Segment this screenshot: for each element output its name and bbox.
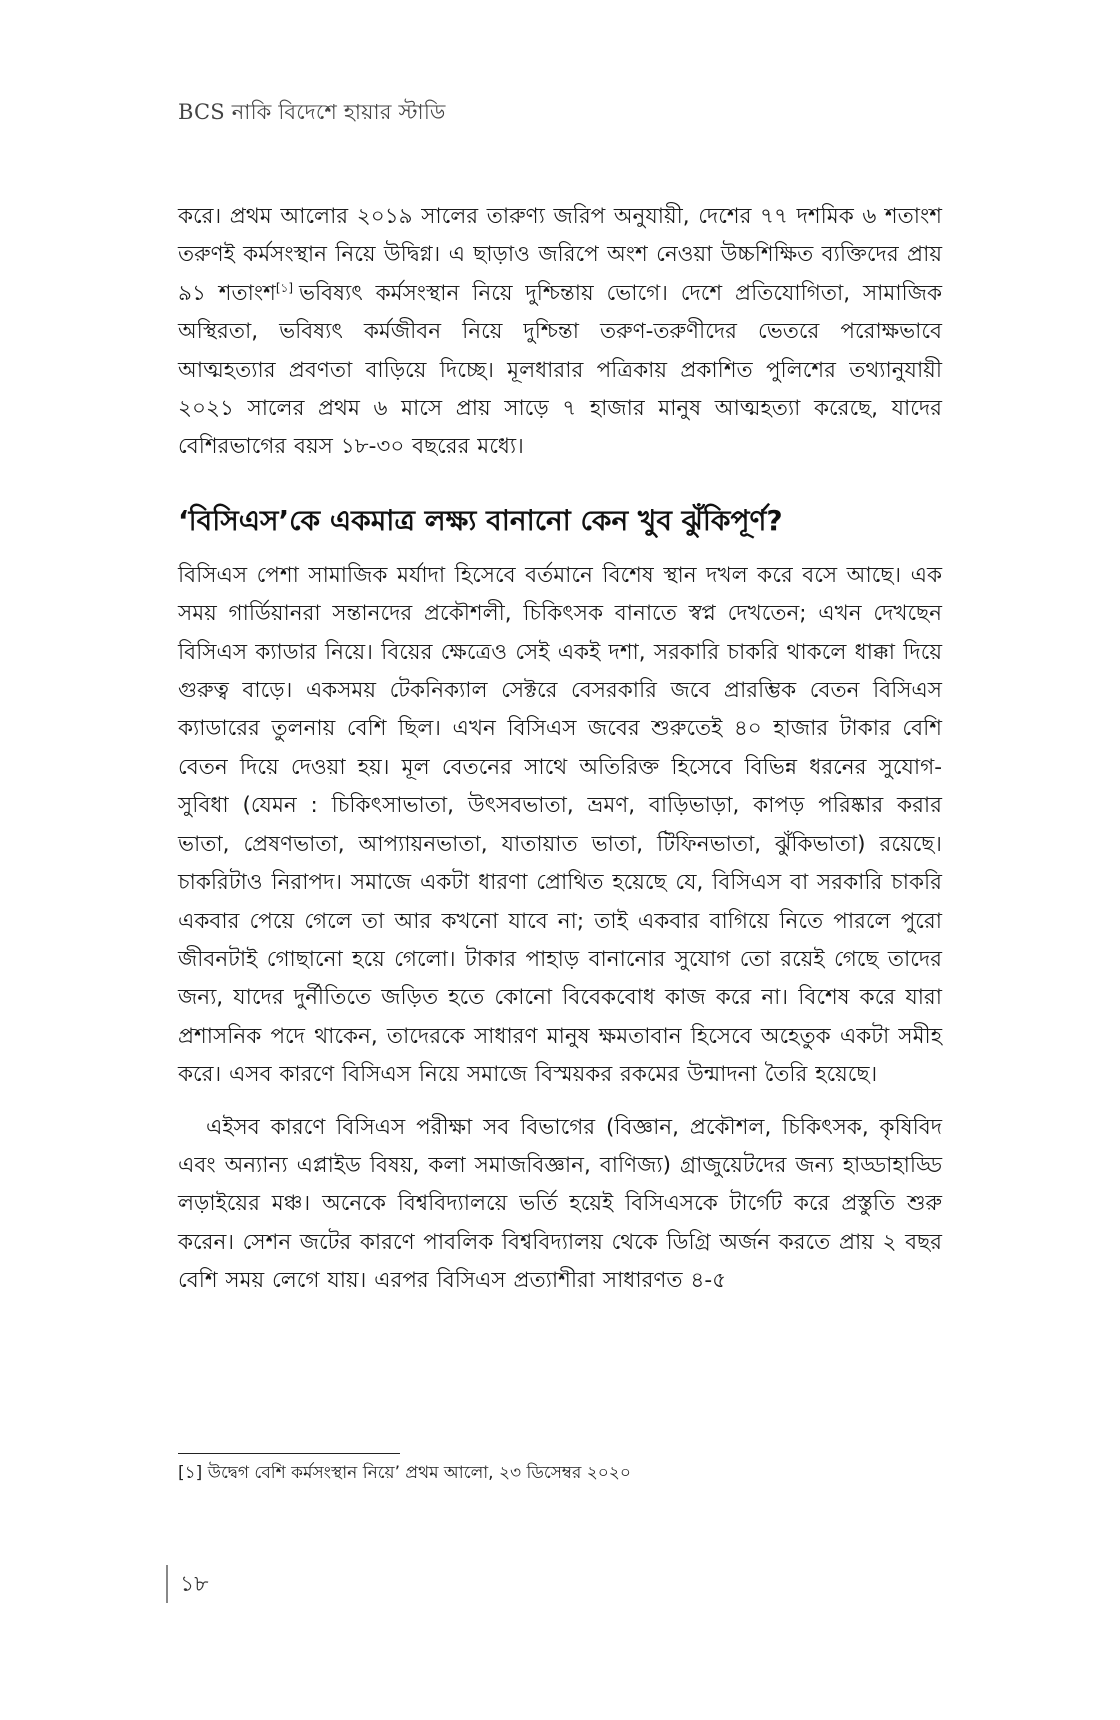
running-head: BCS নাকি বিদেশে হায়ার স্টাডি <box>178 100 446 124</box>
paragraph-2: বিসিএস পেশা সামাজিক মর্যাদা হিসেবে বর্তমানে বিশেষ স্থান দখল করে বসে আছে। এক সময় গার্ডিয়ানরা সন্তানদের প্রকৌশলী, চিকিৎসক বানাতে স্বপ্ন দেখতেন; এখন দেখছেন বিসিএস ক্যাডার নিয়ে। বিয়ের ক্ষেত্রেও সেই একই দশা, সরকারি চাকরি থাকলে ধাক্কা দিয়ে গুরুত্ব বাড়ে। একসময় টেকনিক্যাল সেক্টরে বেসরকারি জবে প্রারম্ভিক বেতন বিসিএস ক্যাডারের তুলনায় বেশি ছিল। এখন বিসিএস জবের শুরুতেই ৪০ হাজার টাকার বেশি বেতন দিয়ে দেওয়া হয়। মূল বেতনের সাথে অতিরিক্ত হিসেবে বিভিন্ন ধরনের সুযোগ-সুবিধা (যেমন : চিকিৎসাভাতা, উৎসবভাতা, ভ্রমণ, বাড়িভাড়া, কাপড় পরিষ্কার করার ভাতা, প্রেষণভাতা, আপ্যায়নভাতা, যাতায়াত ভাতা, টিফিনভাতা, ঝুঁকিভাতা) রয়েছে। চাকরিটাও নিরাপদ। সমাজে একটা ধারণা প্রোথিত হয়েছে যে, বিসিএস বা সরকারি চাকরি একবার পেয়ে গেলে তা আর কখনো যাবে না; তাই একবার বাগিয়ে নিতে পারলে পুরো জীবনটাই গোছানো হয়ে গেলো। টাকার পাহাড় বানানোর সুযোগ তো রয়েই গেছে তাদের জন্য, যাদের দুর্নীতিতে জড়িত হতে কোনো বিবেকবোধ কাজ করে না। বিশেষ করে যারা প্রশাসনিক পদে থাকেন, তাদেরকে সাধারণ মানুষ ক্ষমতাবান হিসেবে অহেতুক একটা সমীহ করে। এসব কারণে বিসিএস নিয়ে সমাজে বিস্ময়কর রকমের উন্মাদনা তৈরি হয়েছে। <box>178 562 942 1088</box>
page-number-bar <box>166 1565 168 1603</box>
page-number: ১৮ <box>180 1572 209 1597</box>
paragraph-1-text-a: করে। প্রথম আলোর ২০১৯ সালের তারুণ্য জরিপ অনুযায়ী, দেশের ৭৭ দশমিক ৬ শতাংশ তরুণই কর্মসংস্থান নিয়ে উদ্বিগ্ন। এ ছাড়াও জরিপে অংশ নেওয়া উচ্চশিক্ষিত ব্যক্তিদের প্রায় ৯১ শতাংশ <box>178 204 942 306</box>
paragraph-1 <box>178 198 942 467</box>
page-body <box>178 198 942 1301</box>
section-heading: ‘বিসিএস’কে একমাত্র লক্ষ্য বানানো কেন খুব ঝুঁকিপূর্ণ? <box>178 503 783 537</box>
footnote-marker: [১] <box>275 280 294 295</box>
footnote: [১] উদ্বেগ বেশি কর্মসংস্থান নিয়ে’ প্রথম আলো, ২৩ ডিসেম্বর ২০২০ <box>178 1463 631 1483</box>
paragraph-3: এইসব কারণে বিসিএস পরীক্ষা সব বিভাগের (বিজ্ঞান, প্রকৌশল, চিকিৎসক, কৃষিবিদ এবং অন্যান্য এপ্লাইড বিষয়, কলা সমাজবিজ্ঞান, বাণিজ্য) গ্রাজুয়েটদের জন্য হাড্ডাহাড্ডি লড়াইয়ের মঞ্চ। অনেকে বিশ্ববিদ্যালয়ে ভর্তি হয়েই বিসিএসকে টার্গেট করে প্রস্তুতি শুরু করেন। সেশন জটের কারণে পাবলিক বিশ্ববিদ্যালয় থেকে ডিগ্রি অর্জন করতে প্রায় ২ বছর বেশি সময় লেগে যায়। এরপর বিসিএস প্রত্যাশীরা সাধারণত ৪-৫ <box>178 1114 942 1294</box>
paragraph-1-text-b: ভবিষ্যৎ কর্মসংস্থান নিয়ে দুশ্চিন্তায় ভোগে। দেশে প্রতিযোগিতা, সামাজিক অস্থিরতা, ভবিষ্যৎ কর্মজীবন নিয়ে দুশ্চিন্তা তরুণ-তরুণীদের ভেতরে পরোক্ষভাবে আত্মহত্যার প্রবণতা বাড়িয়ে দিচ্ছে। মূলধারার পত্রিকায় প্রকাশিত পুলিশের তথ্যানুযায়ী ২০২১ সালের প্রথম ৬ মাসে প্রায় সাড়ে ৭ হাজার মানুষ আত্মহত্যা করেছে, যাদের বেশিরভাগের বয়স ১৮-৩০ বছরের মধ্যে। <box>178 280 942 460</box>
footnote-divider <box>178 1453 400 1454</box>
